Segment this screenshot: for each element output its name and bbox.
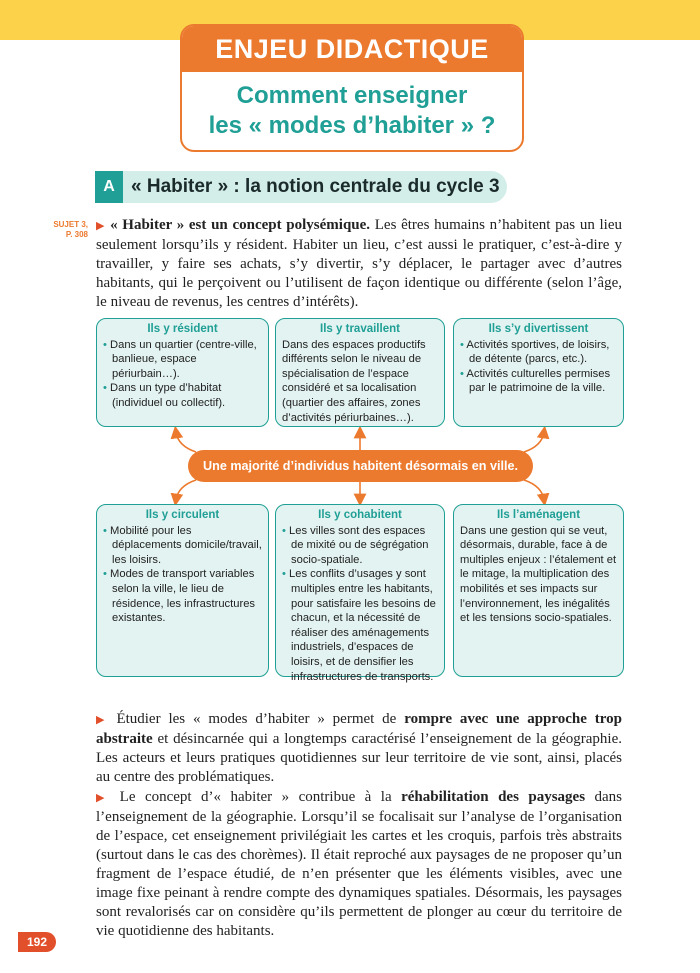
- box-divertissent-title: Ils s’y divertissent: [488, 323, 589, 335]
- enjeu-header: ENJEU DIDACTIQUE: [182, 26, 522, 72]
- box-circulent-item: • Mobilité pour les déplacements domicile/travail, les loisirs.: [103, 524, 262, 568]
- intro-text: Les êtres humains n’habitent pas un lieu seulement lorsqu’ils y résident. Habiter un lieu, c’est aussi le pratiquer, c’est-à-dire y travailler, y faire ses achats, s’y divertir, s’y déplacer, le partager avec d’autres habitants, qui le perçoivent ou l’utilisent de façon identique ou différente (selon l’âge, le niveau de revenus, les centres d’intérêts).: [96, 217, 623, 310]
- paragraph-rompre: [96, 710, 622, 787]
- arrow-to-circulent: [176, 480, 196, 500]
- bullet-triangle-icon: ▶: [96, 714, 109, 726]
- box-travaillent: [275, 318, 445, 427]
- box-circulent-title: Ils y circulent: [145, 509, 220, 521]
- box-resident-item: • Dans un quartier (centre-ville, banlieue, espace périurbain…).: [103, 338, 262, 382]
- box-cohabitent-title: Ils y cohabitent: [318, 509, 402, 521]
- intro-bold: « Habiter » est un concept polysémique.: [110, 217, 371, 233]
- page-number: 192: [18, 932, 56, 952]
- para2-end: et désincarnée qui a longtemps caractérisé l’enseignement de la géographie. Les acteurs et leurs pratiques quotidiennes sur leur territoire de vie sont, ainsi, placés au centre des problématiques.: [96, 731, 622, 785]
- page-title: [182, 72, 522, 141]
- box-travaillent-text: Dans des espaces productifs différents selon le niveau de spécialisation de l’espace considéré et sa localisation (quartier des affaires, zones d’activités périurbaines…).: [282, 338, 426, 424]
- box-divertissent-item: • Activités culturelles permises par le patrimoine de la ville.: [460, 367, 617, 396]
- arrow-to-amenagent: [524, 480, 544, 500]
- para3-start: Le concept d’« habiter » contribue à la: [119, 789, 402, 805]
- box-cohabitent: [275, 504, 445, 683]
- section-letter: A: [95, 171, 123, 203]
- side-reference[interactable]: [44, 220, 88, 240]
- section-title: « Habiter » : la notion centrale du cycle 3: [131, 176, 500, 197]
- para3-bold: réhabilitation des paysages: [401, 789, 586, 805]
- box-divertissent: [453, 318, 624, 427]
- box-amenagent: [453, 504, 624, 677]
- arrow-to-resident: [176, 432, 196, 452]
- box-cohabitent-item: • Les villes sont des espaces de mixité ou de ségrégation socio-spatiale.: [282, 524, 438, 568]
- box-amenagent-text: Dans une gestion qui se veut, désormais, durable, face à de multiples enjeux : l’étalement et le mitage, la multiplication des mobilités et ses impacts sur l’environnement, les inégalités et les tensions socio-spatiales.: [460, 524, 617, 625]
- box-travaillent-title: Ils y travaillent: [320, 323, 400, 335]
- box-cohabitent-item: • Les conflits d’usages y sont multiples entre les habitants, pour satisfaire les besoins de chacun, et la nécessité de réaliser des aménagements industriels, d’espaces de loisirs, et de densifier les infrastructures de transports.: [282, 567, 438, 684]
- side-reference-line2: P. 308: [65, 230, 88, 239]
- box-circulent: [96, 504, 269, 677]
- box-resident: [96, 318, 269, 427]
- para3-end: dans l’enseignement de la géographie. Lorsqu’il se focalisait sur l’analyse de l’organisation de l’espace, cet enseignement privilégiait les cartes et les croquis, parfois très abstraits (surtout dans le cas des chorèmes). Il était reproché aux paysages de ne proposer qu’un fragment de l’espace étudié, de n’en présenter que les éléments visibles, avec une image fixe peinant à rendre compte des dynamiques spatiales. Désormais, les paysages sont revalorisés car on considère qu’ils permettent de plonger au cœur du territoire de vie quotidienne des habitants.: [96, 789, 623, 939]
- bullet-triangle-icon: ▶: [96, 220, 106, 232]
- center-banner: Une majorité d’individus habitent désormais en ville.: [188, 450, 533, 482]
- intro-paragraph: [96, 216, 622, 312]
- box-resident-item: • Dans un type d’habitat (individuel ou collectif).: [103, 381, 262, 410]
- page-title-line1: Comment enseigner: [236, 82, 468, 109]
- bullet-triangle-icon: ▶: [96, 792, 111, 804]
- title-box: [180, 24, 524, 152]
- box-amenagent-title: Ils l’aménagent: [496, 509, 581, 521]
- para2-bold: rompre avec une approche trop abstraite: [96, 711, 623, 747]
- side-reference-line1: SUJET 3,: [53, 220, 88, 229]
- box-circulent-item: • Modes de transport variables selon la ville, le lieu de résidence, les infrastructures existantes.: [103, 567, 262, 625]
- arrow-to-divertissent: [524, 432, 544, 452]
- box-divertissent-item: • Activités sportives, de loisirs, de détente (parcs, etc.).: [460, 338, 617, 367]
- section-a-heading: [95, 171, 507, 203]
- paragraph-paysages: [96, 788, 622, 941]
- box-resident-title: Ils y résident: [147, 323, 218, 335]
- page-title-line2: les « modes d’habiter » ?: [208, 112, 496, 139]
- para2-start: Étudier les « modes d’habiter » permet de: [116, 711, 405, 727]
